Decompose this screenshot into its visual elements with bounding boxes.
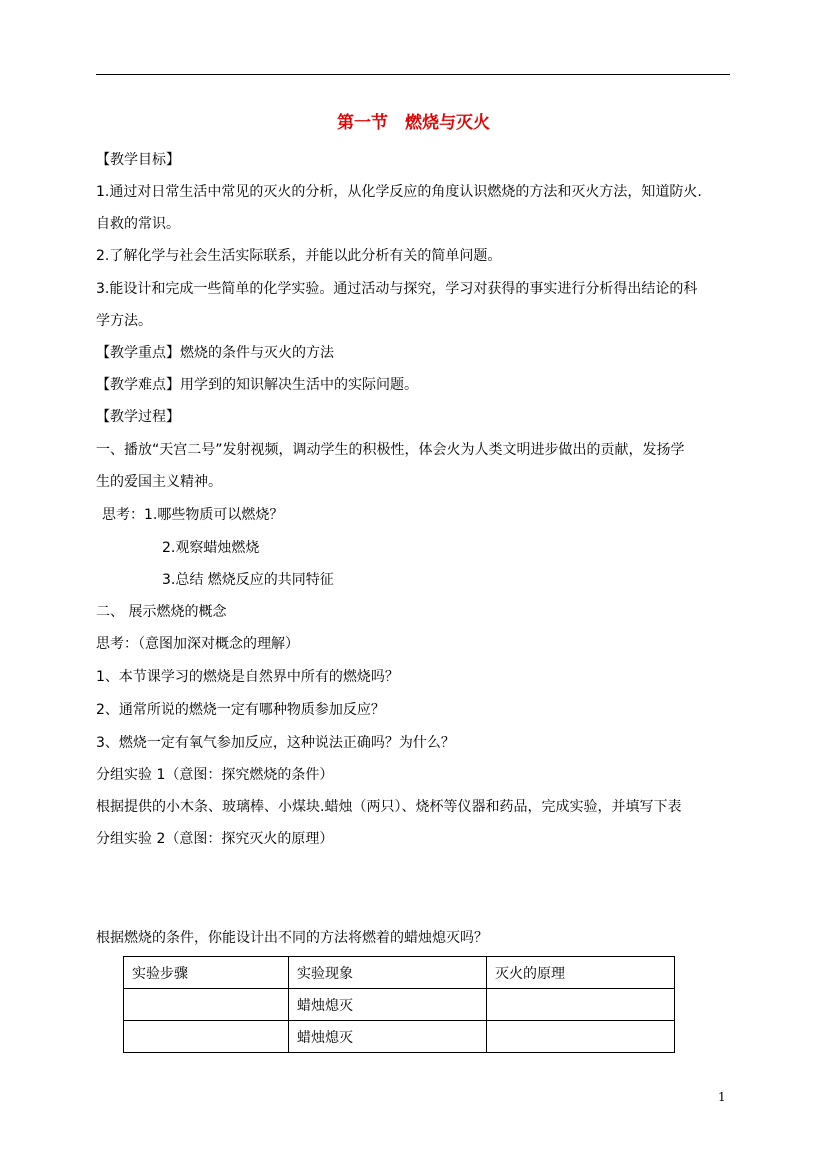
header-rule <box>96 74 730 75</box>
experiment-table <box>123 956 675 1053</box>
question-2: 2、通常所说的燃烧一定有哪种物质参加反应？ <box>96 702 385 718</box>
table-row <box>124 1021 675 1053</box>
table-cell: 蜡烛熄灭 <box>289 1021 487 1053</box>
table-header-row <box>124 957 675 989</box>
table-header-cell: 实验步骤 <box>124 957 289 989</box>
table-header-cell: 实验现象 <box>289 957 487 989</box>
section-heading-process: 【教学过程】 <box>96 409 180 425</box>
question-3: 3、燃烧一定有氧气参加反应，这种说法正确吗？为什么？ <box>96 735 455 751</box>
think-item-1: 思考：1.哪些物质可以燃烧？ <box>102 507 284 523</box>
process-1-line-2: 生的爱国主义精神。 <box>96 474 222 490</box>
objective-1-line-1: 1.通过对日常生活中常见的灭火的分析，从化学反应的角度认识燃烧的方法和灭火方法，知道防火. <box>96 184 702 200</box>
table-cell <box>487 1021 675 1053</box>
difficult-points: 【教学难点】用学到的知识解决生活中的实际问题。 <box>96 377 418 393</box>
objective-3-line-2: 学方法。 <box>96 313 152 329</box>
page-number: 1 <box>718 1090 726 1104</box>
group-experiment-1: 分组实验 1（意图：探究燃烧的条件） <box>96 767 334 783</box>
table-cell: 蜡烛熄灭 <box>289 989 487 1021</box>
objective-3-line-1: 3.能设计和完成一些简单的化学实验。通过活动与探究，学习对获得的事实进行分析得出结论的科 <box>96 281 698 297</box>
key-points: 【教学重点】燃烧的条件与灭火的方法 <box>96 345 334 361</box>
process-2: 二、 展示燃烧的概念 <box>96 604 227 620</box>
objective-2: 2.了解化学与社会生活实际联系，并能以此分析有关的简单问题。 <box>96 248 502 264</box>
table-cell <box>487 989 675 1021</box>
table-cell <box>124 1021 289 1053</box>
think-heading: 思考：（意图加深对概念的理解） <box>96 636 299 652</box>
section-heading-objectives: 【教学目标】 <box>96 152 180 168</box>
process-1-line-1: 一、播放“天宫二号”发射视频，调动学生的积极性，体会火为人类文明进步做出的贡献，发扬学 <box>96 442 685 458</box>
table-row <box>124 989 675 1021</box>
group-experiment-2: 分组实验 2（意图：探究灭火的原理） <box>96 831 334 847</box>
page-title: 第一节 燃烧与灭火 <box>337 113 490 133</box>
table-header-cell: 灭火的原理 <box>487 957 675 989</box>
think-item-3: 3.总结 燃烧反应的共同特征 <box>162 572 334 588</box>
table-cell <box>124 989 289 1021</box>
experiment-2-question: 根据燃烧的条件，你能设计出不同的方法将燃着的蜡烛熄灭吗？ <box>96 930 488 946</box>
experiment-1-instructions: 根据提供的小木条、玻璃棒、小煤块.蜡烛（两只）、烧杯等仪器和药品，完成实验，并填写下表 <box>96 799 682 815</box>
question-1: 1、本节课学习的燃烧是自然界中所有的燃烧吗？ <box>96 669 399 685</box>
objective-1-line-2: 自救的常识。 <box>96 216 180 232</box>
think-item-2: 2.观察蜡烛燃烧 <box>162 540 260 556</box>
